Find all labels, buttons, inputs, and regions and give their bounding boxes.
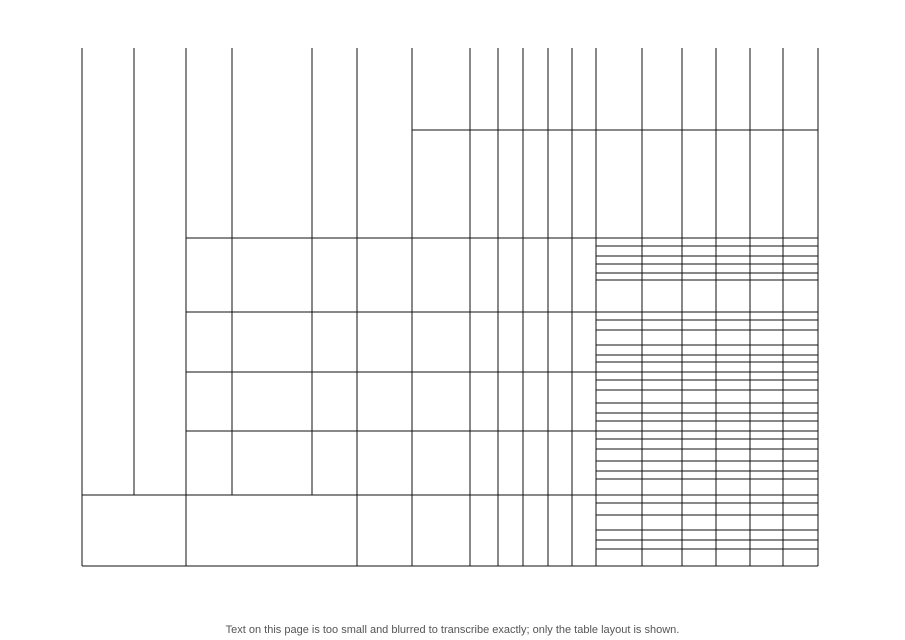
- transcription-notice: Text on this page is too small and blurred to transcribe exactly; only the table layout is shown.: [225, 624, 680, 636]
